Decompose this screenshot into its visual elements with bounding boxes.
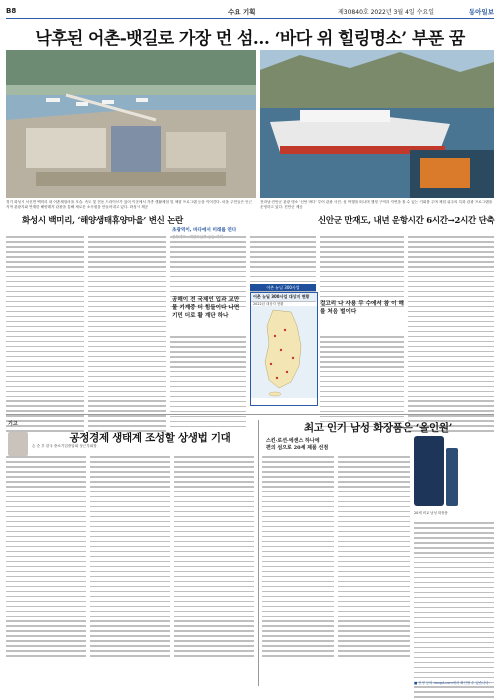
right-photo-caption: 전라남·진안군 관광 명소 ‘신안 바다’ 투어 관광 사진. 섬 여행을 떠나며 행정 구역과 자연을 볼 수 있는 기회를 주며 체험 위주의 특화 관광 프로그램을 운영하고 있다. 진안군 제공 [260,200,493,209]
hwaseong-article-title: 화성시 백미리, ‘해양생태휴양마을’ 변신 논란 [22,216,184,226]
product-photo-2 [446,448,458,506]
page-number: B8 [6,7,17,15]
section-divider [6,414,494,415]
product-photo [414,436,444,506]
map-infobox [250,292,318,406]
shinan-article-title: 신안군 만재도, 내년 운항시간 6시간→2시간 단축 [318,216,495,226]
map-subtitle: 2022년 대상지 현황 [253,302,284,306]
cosmetics-footer: ■ 선정 등의 dongA.com에서 확인할 수 있습니다. [414,681,490,685]
cosmetics-text-col1 [262,456,334,657]
article-text-col1 [6,236,84,432]
cosmetics-subhead-1: 스킨·로션·에센스 하나에 [266,438,320,444]
program-badge: 어촌 뉴딜 300사업 [250,284,316,291]
center-column-title: 초광역이, 바다에서 미래를 연다 [172,228,237,233]
map-title: 어촌 뉴딜 300사업 대상지 현황 [251,293,317,301]
main-headline: 낙후된 어촌-뱃길로 가장 먼 섬… ‘바다 위 힐링명소’ 부푼 꿈 [35,29,465,49]
opinion-text-col2 [90,456,170,657]
cosmetics-text-col2 [338,456,410,657]
author-photo [8,432,28,456]
cosmetics-subheads [266,438,396,452]
shinan-ferry-photo [260,50,494,198]
pull-quote-1: 공해이 전 국제인 입과 교만물 기계중 더 힘들이다 나면 기민 더로 활 계단 하나 [172,297,240,319]
vertical-divider [258,420,259,686]
opinion-text-col1 [6,456,86,657]
page-header [6,4,494,19]
cosmetics-title: 최고 인기 남성 화장품은 ‘올인원’ [303,422,453,434]
article-text-col5a [320,236,404,307]
opinion-title: 공정경제 생태계 조성할 상생법 기대 [69,432,231,444]
product-caption: 20세 비교 남성 화장품 [414,511,448,515]
korea-map [251,306,317,398]
left-photo-caption: 경기 화성시 서신면 백미리 내 어촌체험마을 모습. 속도 및 전동 드라이브가 있어 이곳에서 각종 생활체험 및 체험 프로그램 등을 이어간다. 마을 주민들은 인근 지역 관광지와 연계한 해양레저 관광을 통해 새로운 소득원을 만들어내고 있다. 화성시 제공 [6,200,253,209]
pull-quote-2: 걸고리 나 사용 무 수에서 참 이 해를 처음 벌이다 [320,301,404,315]
opinion-tag: 기고 [8,421,18,427]
article-text-col6 [408,236,494,432]
section-name: 수요 기획 [228,7,256,16]
issue-date: 제30840호 2022년 3월 4일 수요일 [338,8,434,16]
cosmetics-text-col3 [414,522,494,698]
cosmetics-subhead-2: 편의 섬으로 20세 제품 선점 [266,445,329,451]
article-text-col2 [88,236,166,432]
opinion-author: 손 순 부 한국 중소기업중앙회 상근부회장 [32,444,97,448]
opinion-text-col3 [174,456,254,657]
hwaseong-port-photo [6,50,256,198]
newspaper-logo: 동아일보 [468,7,494,16]
